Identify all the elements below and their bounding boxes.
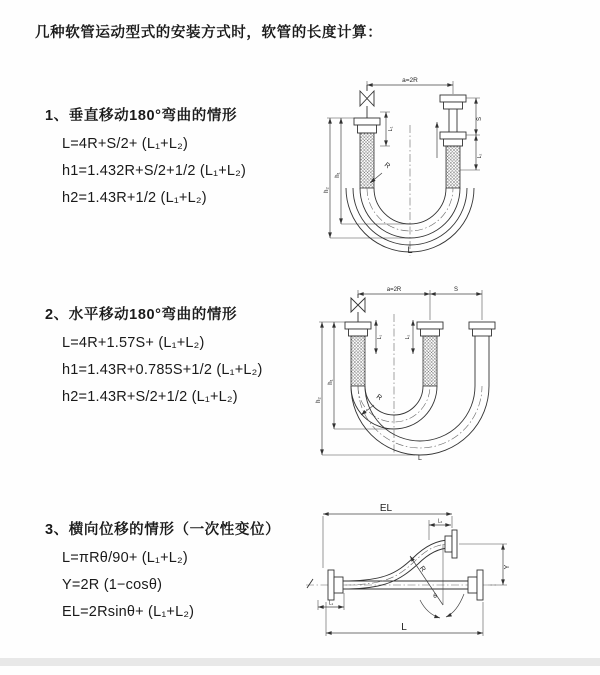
valve-icon [351,294,365,322]
formula-line: L=4R+1.57S+ (L₁+L₂) [62,335,205,351]
radius-label: R [417,565,427,574]
formula-line: h2=1.43R+S/2+1/2 (L₁+L₂) [62,389,238,405]
section-3-heading: 3、横向位移的情形（一次性变位） [45,522,281,538]
formula-line: Y=2R (1−cosθ) [62,577,163,593]
radius-label: R [382,161,392,171]
section-2-heading: 2、水平移动180°弯曲的情形 [45,307,238,323]
radius-label: R [374,393,383,403]
dim-label-a2r: a=2R [402,77,418,84]
dim-label-h2: h₂ [324,187,330,193]
diagram-lateral-displacement [298,500,598,655]
dim-label-a2r: a=2R [386,287,402,293]
diagram-horizontal-u-bend [310,282,600,462]
dim-label-l1: L₁ [328,600,334,607]
length-label: L [418,455,422,462]
dim-label-l2: L₂ [437,518,443,525]
page-title: 几种软管运动型式的安装方式时，软管的长度计算： [35,25,383,41]
section-horizontal-movement [45,303,263,416]
length-label: L [407,245,413,255]
dim-label-h2: h₂ [316,397,322,403]
section-lateral-displacement [45,518,280,631]
formula-line: EL=2Rsinθ+ (L₁+L₂) [62,604,195,620]
dim-label-h1: h₁ [328,379,334,385]
section-3-formulas [62,550,280,621]
valve-icon [360,85,374,118]
dim-label-l1: L₁ [377,334,383,340]
formula-line: h2=1.43R+1/2 (L₁+L₂) [62,190,207,206]
dim-label-s: S [477,116,483,122]
formula-line: h1=1.43R+0.785S+1/2 (L₁+L₂) [62,362,263,378]
diagram-vertical-u-bend [310,70,590,260]
angle-label: θ [433,593,437,600]
length-label: L [401,622,407,633]
section-2-formulas [62,335,263,406]
formula-line: h1=1.432R+S/2+1/2 (L₁+L₂) [62,163,247,179]
dim-label-l2: L₂ [405,334,411,340]
formula-line: L=πRθ/90+ (L₁+L₂) [62,550,188,566]
dim-label-s: S [453,287,459,293]
dim-label-h1: h₁ [335,172,341,178]
dim-label-el: EL [379,503,393,514]
centerline-break-mark [307,579,313,588]
braided-hose-section [351,336,365,386]
section-1-formulas [62,136,246,207]
dim-label-y: Y [504,564,511,570]
page-edge-shadow [0,658,600,666]
section-vertical-movement [45,104,246,217]
braided-hose-section [423,336,437,386]
braided-hose-section [446,146,460,188]
formula-line: L=4R+S/2+ (L₁+L₂) [62,136,188,152]
section-1-heading: 1、垂直移动180°弯曲的情形 [45,108,238,124]
dim-label-l2: L₂ [477,153,483,159]
dim-label-l1: L₁ [388,126,394,132]
braided-hose-section [360,133,374,188]
